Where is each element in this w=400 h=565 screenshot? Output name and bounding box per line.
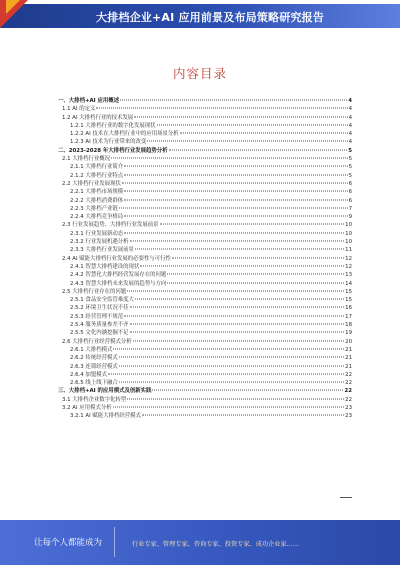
toc-entry[interactable]	[58, 387, 352, 395]
toc-entry[interactable]	[58, 329, 352, 337]
toc-page-number: 10	[345, 239, 352, 246]
toc-page-number: 9	[348, 214, 352, 221]
toc-dot-leader	[167, 274, 344, 275]
toc-dot-leader	[167, 282, 344, 283]
toc-page-number: 6	[348, 189, 352, 196]
toc-entry[interactable]	[58, 130, 352, 138]
toc-dot-leader	[160, 224, 345, 225]
toc-entry-title: 3.2.1 AI 赋能大排档经营模式	[70, 413, 141, 420]
toc-page-number: 5	[348, 164, 352, 171]
toc-page-number: 13	[345, 272, 352, 279]
footer-slogan: 让每个人都能成为	[34, 538, 103, 548]
toc-dot-leader	[113, 348, 344, 349]
toc-dot-leader	[140, 265, 344, 266]
toc-entry-title: 2.6 大排档行业经营模式分析	[62, 338, 132, 345]
toc-entry[interactable]	[58, 213, 352, 221]
toc-dot-leader	[135, 249, 344, 250]
toc-entry[interactable]	[58, 371, 352, 379]
toc-page-number: 6	[348, 197, 352, 204]
toc-entry[interactable]	[58, 147, 352, 155]
toc-dot-leader	[124, 174, 347, 175]
toc-page-number: 22	[345, 396, 352, 403]
toc-entry-title: 2.5.5 文化内涵挖掘不足	[70, 330, 129, 337]
toc-page-number: 17	[345, 313, 352, 320]
toc-entry-title: 2.2.4 大排档竞争格局	[70, 214, 124, 221]
toc-entry-title: 二、2023-2028 年大排档行业发展趋势分析	[58, 147, 168, 154]
toc-dot-leader	[134, 116, 347, 117]
toc-entry[interactable]	[58, 180, 352, 188]
toc-entry[interactable]	[58, 221, 352, 229]
toc-entry-title: 1.2.3 AI 技术为行业带来的改变	[70, 139, 147, 146]
toc-page-number: 21	[345, 346, 352, 353]
toc-dot-leader	[157, 124, 348, 125]
toc-page-number: 5	[348, 172, 352, 179]
toc-entry[interactable]	[58, 163, 352, 171]
toc-entry-title: 1.2.1 大排档行业的数字化发展现状	[70, 122, 156, 129]
toc-entry-title: 2.1.1 大排档行业简介	[70, 164, 124, 171]
toc-entry[interactable]	[58, 304, 352, 312]
toc-entry-title: 2.3.2 行业发展机遇分析	[70, 239, 129, 246]
toc-dot-leader	[130, 324, 345, 325]
toc-entry-title: 3.2 AI 应用模式分析	[62, 404, 112, 411]
toc-page-number: 4	[348, 122, 352, 129]
toc-page-number: 16	[345, 305, 352, 312]
toc-dot-leader	[124, 191, 347, 192]
toc-entry[interactable]	[58, 246, 352, 254]
footer-roles: 行业专家、管理专家、咨询专家、投资专家、成功企业家……	[132, 541, 300, 548]
toc-page-number: 6	[348, 180, 352, 187]
toc-page-number: 4	[348, 98, 352, 104]
toc-page-number: 12	[345, 255, 352, 262]
toc-dot-leader	[180, 133, 348, 134]
toc-dot-leader	[130, 241, 345, 242]
toc-page-number: 10	[345, 230, 352, 237]
toc-dot-leader	[119, 365, 344, 366]
toc-dot-leader	[147, 141, 347, 142]
toc-entry-title: 三、大排档+AI 的应用模式及创新实践	[58, 388, 152, 395]
toc-dot-leader	[119, 382, 344, 383]
toc-entry[interactable]	[58, 172, 352, 180]
toc-entry[interactable]	[58, 114, 352, 122]
toc-dot-leader	[133, 340, 345, 341]
toc-dot-leader	[124, 216, 347, 217]
toc-entry[interactable]	[58, 230, 352, 238]
toc-dot-leader	[124, 199, 347, 200]
toc-dot-leader	[169, 149, 348, 150]
toc-entry-title: 3.1 大排档企业数字化转型	[62, 396, 127, 403]
toc-entry-title: 2.5.1 食品安全监管难度大	[70, 297, 134, 304]
toc-dot-leader	[96, 108, 347, 109]
toc-entry-title: 2.5.3 经营管理不规范	[70, 313, 124, 320]
toc-entry-title: 2.6.1 大排档模式	[70, 346, 113, 353]
toc-dot-leader	[119, 207, 348, 208]
toc-entry-title: 2.6.4 加盟模式	[70, 371, 107, 378]
toc-dot-leader	[124, 315, 344, 316]
toc-entry-title: 1.2.2 AI 技术在大排档行业中的应用场景分析	[70, 131, 179, 138]
toc-dot-leader	[111, 158, 348, 159]
toc-entry[interactable]	[58, 122, 352, 130]
toc-page-number: 10	[345, 222, 352, 229]
toc-page-number: 4	[348, 114, 352, 121]
toc-page-number: 15	[345, 288, 352, 295]
toc-page-number: 4	[348, 106, 352, 113]
toc-entry[interactable]	[58, 238, 352, 246]
toc-entry-title: 2.2.3 大排档产业链	[70, 205, 118, 212]
toc-page-number: 19	[345, 330, 352, 337]
toc-page-number: 22	[345, 371, 352, 378]
toc-dot-leader	[127, 398, 344, 399]
toc-page-number: 7	[348, 205, 352, 212]
toc-entry[interactable]	[58, 138, 352, 146]
toc-page-number: 22	[345, 380, 352, 387]
toc-dot-leader	[152, 390, 343, 391]
toc-dot-leader	[124, 166, 347, 167]
toc-dot-leader	[119, 357, 344, 358]
footer-divider	[114, 527, 115, 557]
toc-dot-leader	[130, 307, 345, 308]
toc-entry-title: 2.3.1 行业发展新动态	[70, 230, 124, 237]
toc-page-number: 11	[345, 247, 352, 254]
toc-heading: 内容目录	[172, 66, 227, 81]
toc-page-number: 20	[345, 338, 352, 345]
toc-entry-title: 2.5.4 服务质量参差不齐	[70, 322, 129, 329]
toc-entry[interactable]	[58, 404, 352, 412]
toc-dot-leader	[130, 332, 345, 333]
toc-entry-title: 2.6.2 传统经营模式	[70, 355, 118, 362]
toc-entry[interactable]	[58, 354, 352, 362]
toc-page-number: 23	[345, 413, 352, 420]
toc-entry-title: 一、大排档+AI 应用概述	[58, 98, 120, 104]
toc-entry[interactable]	[58, 313, 352, 321]
header-corner-accent	[6, 0, 20, 14]
toc-entry[interactable]	[58, 280, 352, 288]
toc-entry[interactable]	[58, 396, 352, 404]
toc-entry[interactable]	[58, 263, 352, 271]
toc-page-number: 5	[348, 156, 352, 163]
toc-entry-title: 2.3.3 大排档行业发展前景	[70, 247, 134, 254]
toc-entry[interactable]	[58, 105, 352, 113]
toc-entry-title: 2.4.1 智慧大排档建设的现状	[70, 263, 140, 270]
toc-page-number: 18	[345, 322, 352, 329]
toc-entry-title: 2.5.2 环境卫生状况不佳	[70, 305, 129, 312]
toc-entry-title: 2.4 AI 赋能大排档行业发展的必要性与可行性	[62, 255, 171, 262]
toc-entry[interactable]	[58, 271, 352, 279]
toc-dot-leader	[120, 100, 347, 101]
toc-dot-leader	[122, 182, 348, 183]
toc-entry-title: 2.5 大排档行业存在的问题	[62, 288, 127, 295]
toc-entry[interactable]	[58, 296, 352, 304]
toc-dot-leader	[108, 373, 344, 374]
toc-entry-title: 2.6.5 线上线下融合	[70, 380, 118, 387]
toc-entry[interactable]	[58, 338, 352, 346]
toc-entry[interactable]	[58, 288, 352, 296]
toc-entry[interactable]	[58, 321, 352, 329]
toc-entry-title: 1.2 AI 大排档行业的技术发展	[62, 114, 134, 121]
toc-entry[interactable]	[58, 205, 352, 213]
toc-entry[interactable]	[58, 363, 352, 371]
toc-entry[interactable]	[58, 188, 352, 196]
toc-entry-title: 2.4.3 智慧大排档未来发展的趋势与方向	[70, 280, 167, 287]
toc-page-number: 4	[348, 131, 352, 138]
toc-dot-leader	[142, 415, 344, 416]
toc-entry[interactable]	[58, 379, 352, 387]
toc-page-number: 5	[348, 147, 352, 154]
toc-entry[interactable]	[58, 255, 352, 263]
toc-page-number: 12	[345, 263, 352, 270]
header	[0, 0, 400, 34]
toc-entry-title: 2.2.1 大排档市场规模	[70, 189, 124, 196]
toc-page-number: 21	[345, 363, 352, 370]
toc-page-number: 14	[345, 280, 352, 287]
toc-page-number: 15	[345, 297, 352, 304]
toc-entry-title: 2.1.2 大排档行业特点	[70, 172, 124, 179]
toc-entry[interactable]	[58, 412, 352, 420]
toc-page-number: 22	[344, 388, 352, 395]
toc-entry-title: 2.2 大排档行业发展现状	[62, 180, 121, 187]
toc-entry[interactable]	[58, 346, 352, 354]
toc-entry-title: 1.1 AI 的定义	[62, 106, 96, 113]
toc-entry-title: 2.3 行业发展趋势、大排档行业发展前景	[62, 222, 159, 229]
toc-page-number: 21	[345, 355, 352, 362]
toc-page-number: 4	[348, 139, 352, 146]
table-of-contents	[58, 97, 352, 421]
toc-entry[interactable]	[58, 155, 352, 163]
toc-entry-title: 2.4.2 智慧化大排档经营发展存在的问题	[70, 272, 167, 279]
toc-entry-title: 2.1 大排档行业概况	[62, 156, 111, 163]
toc-page-number: 23	[345, 404, 352, 411]
toc-dot-leader	[124, 232, 344, 233]
toc-entry-title: 2.6.3 连锁经营模式	[70, 363, 118, 370]
toc-entry-title: 2.2.2 大排档消费群体	[70, 197, 124, 204]
page-end-mark	[340, 497, 352, 498]
document-title: 大排档企业+AI 应用前景及布局策略研究报告	[96, 11, 325, 24]
toc-entry[interactable]	[58, 197, 352, 205]
toc-dot-leader	[135, 299, 344, 300]
toc-entry[interactable]	[58, 97, 352, 105]
toc-dot-leader	[113, 406, 345, 407]
toc-dot-leader	[172, 257, 344, 258]
toc-dot-leader	[127, 290, 344, 291]
